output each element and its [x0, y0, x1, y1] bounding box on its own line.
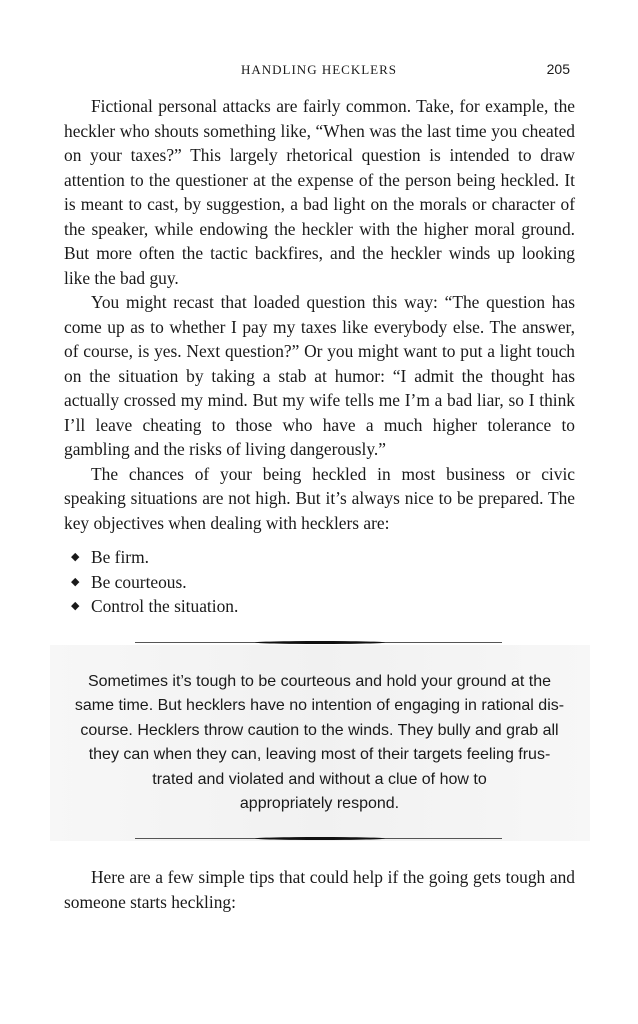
body-text	[64, 94, 575, 619]
callout-bottom-rule	[135, 836, 502, 842]
callout-line: same time. But hecklers have no intention of engaging in rational dis-	[74, 697, 565, 715]
callout-line: course. Hecklers throw caution to the winds. They bully and grab all	[80, 721, 559, 739]
diamond-bullet-icon: ◆	[71, 600, 80, 612]
closing-text	[64, 865, 575, 914]
paragraph-recast-question: You might recast that loaded question this way: “The question has come up as to whether I pay my taxes like everybody else. The answer, of course, is yes. Next question?” Or you might want to put a light touch on the situation by taking a stab at humor: “I admit the thought has actually crossed my mind. But my wife tells me I’m a bad liar, so I think I’ll leave cheating to those who have a much higher tolerance to gambling and the risks of living dangerously.”	[64, 292, 575, 459]
page-number: 205	[546, 61, 570, 77]
objectives-list	[64, 545, 575, 619]
list-item	[64, 570, 575, 595]
list-item-text: Be firm.	[91, 547, 149, 567]
callout-line: Sometimes it’s tough to be courteous and hold your ground at the	[87, 673, 552, 690]
running-head	[0, 61, 638, 81]
running-title: HANDLING HECKLERS	[240, 62, 398, 77]
paragraph-fictional-attacks: Fictional personal attacks are fairly common. Take, for example, the heckler who shouts something like, “When was the last time you cheated on your taxes?” This largely rhetorical question is intended to draw attention to the questioner at the expense of the person being heckled. It is meant to cast, by suggestion, a bad light on the morals or character of the speaker, while endowing the heckler with the higher moral ground. But more often the tactic backfires, and the heckler winds up looking like the bad guy.	[64, 96, 575, 288]
callout-top-rule	[135, 640, 502, 646]
paragraph-simple-tips: Here are a few simple tips that could help if the going gets tough and someone starts heckling:	[64, 867, 575, 912]
diamond-bullet-icon: ◆	[71, 575, 80, 588]
list-item	[64, 594, 575, 619]
list-item-text: Control the situation.	[91, 596, 239, 616]
callout-line: they can when they can, leaving most of their targets feeling frus-	[88, 746, 551, 764]
list-item-text: Be courteous.	[91, 571, 187, 592]
paragraph-key-objectives: The chances of your being heckled in most business or civic speaking situations are not high. But it’s always nice to be prepared. The key objectives when dealing with hecklers are:	[64, 463, 575, 533]
list-item	[64, 545, 575, 570]
callout-text	[64, 670, 575, 816]
callout-line: trated and violated and without a clue of how to	[152, 770, 487, 788]
callout-line: appropriately respond.	[239, 795, 400, 813]
diamond-bullet-icon: ◆	[71, 551, 80, 563]
